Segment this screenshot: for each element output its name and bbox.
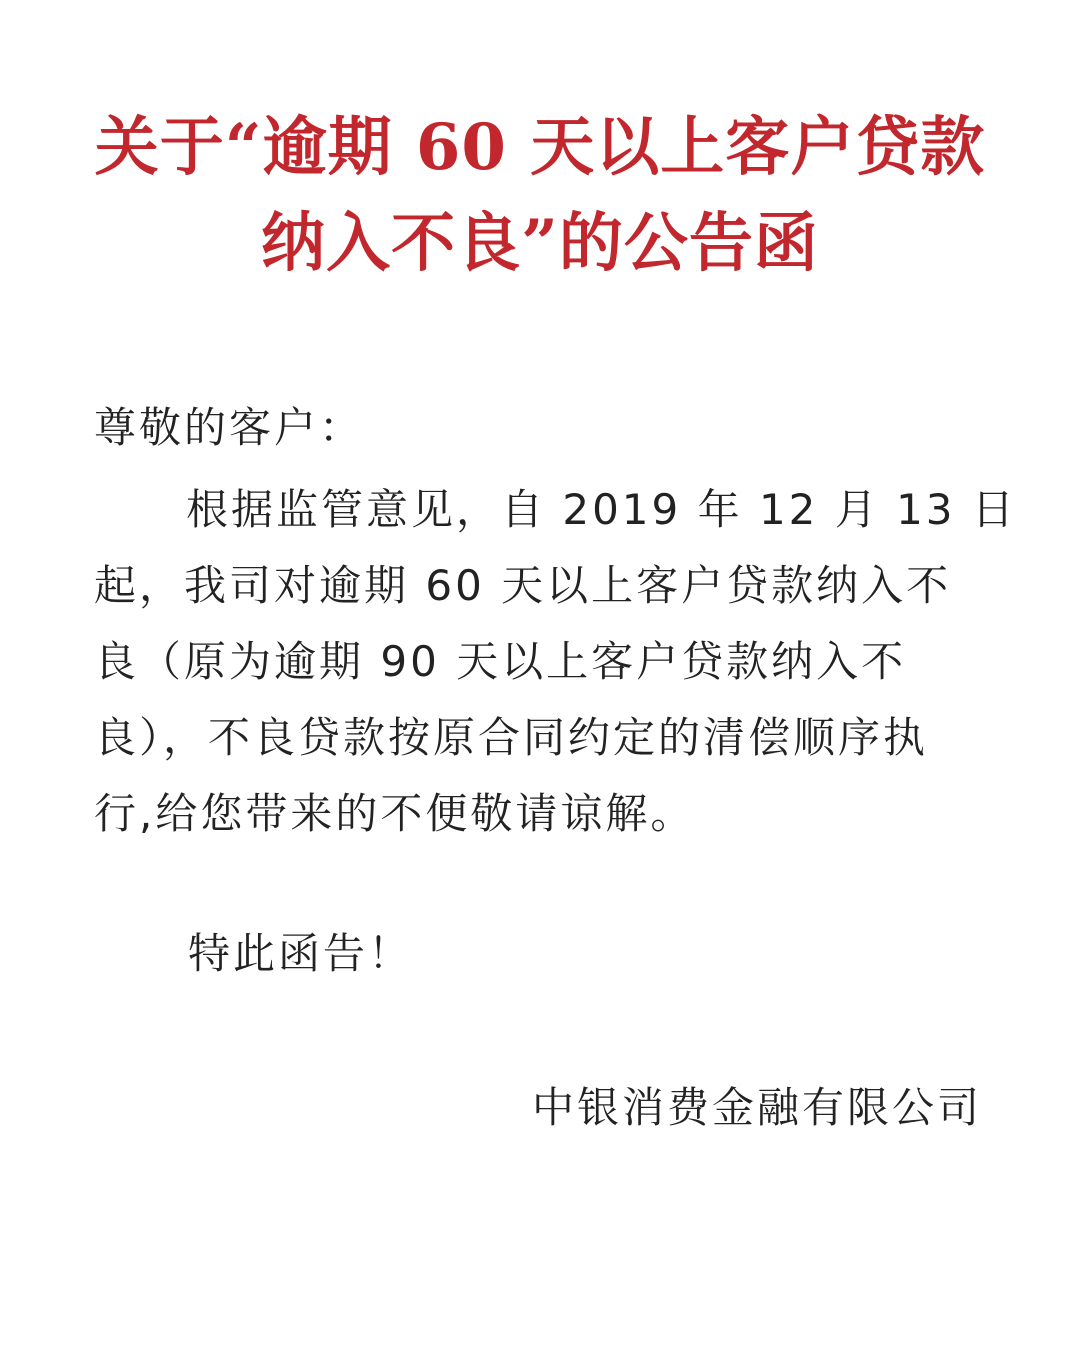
- body-line: 良（原为逾期 90 天以上客户贷款纳入不: [94, 637, 907, 686]
- company-signature: 中银消费金融有限公司: [531, 1083, 982, 1132]
- body-line: 行,给您带来的不便敬请谅解。: [94, 789, 696, 838]
- notice-title-line-1: 关于“逾期 60 天以上客户贷款: [94, 110, 986, 185]
- body-line: 良），不良贷款按原合同约定的清偿顺序执: [94, 713, 929, 762]
- body-line: 根据监管意见，自 2019 年 12 月 13 日: [186, 485, 1017, 534]
- closing-remark: 特此函告！: [188, 929, 414, 978]
- notice-body: [94, 472, 1017, 852]
- notice-title-line-2: 纳入不良”的公告函: [261, 206, 819, 281]
- salutation: 尊敬的客户：: [94, 403, 365, 452]
- body-line: 起，我司对逾期 60 天以上客户贷款纳入不: [94, 561, 952, 610]
